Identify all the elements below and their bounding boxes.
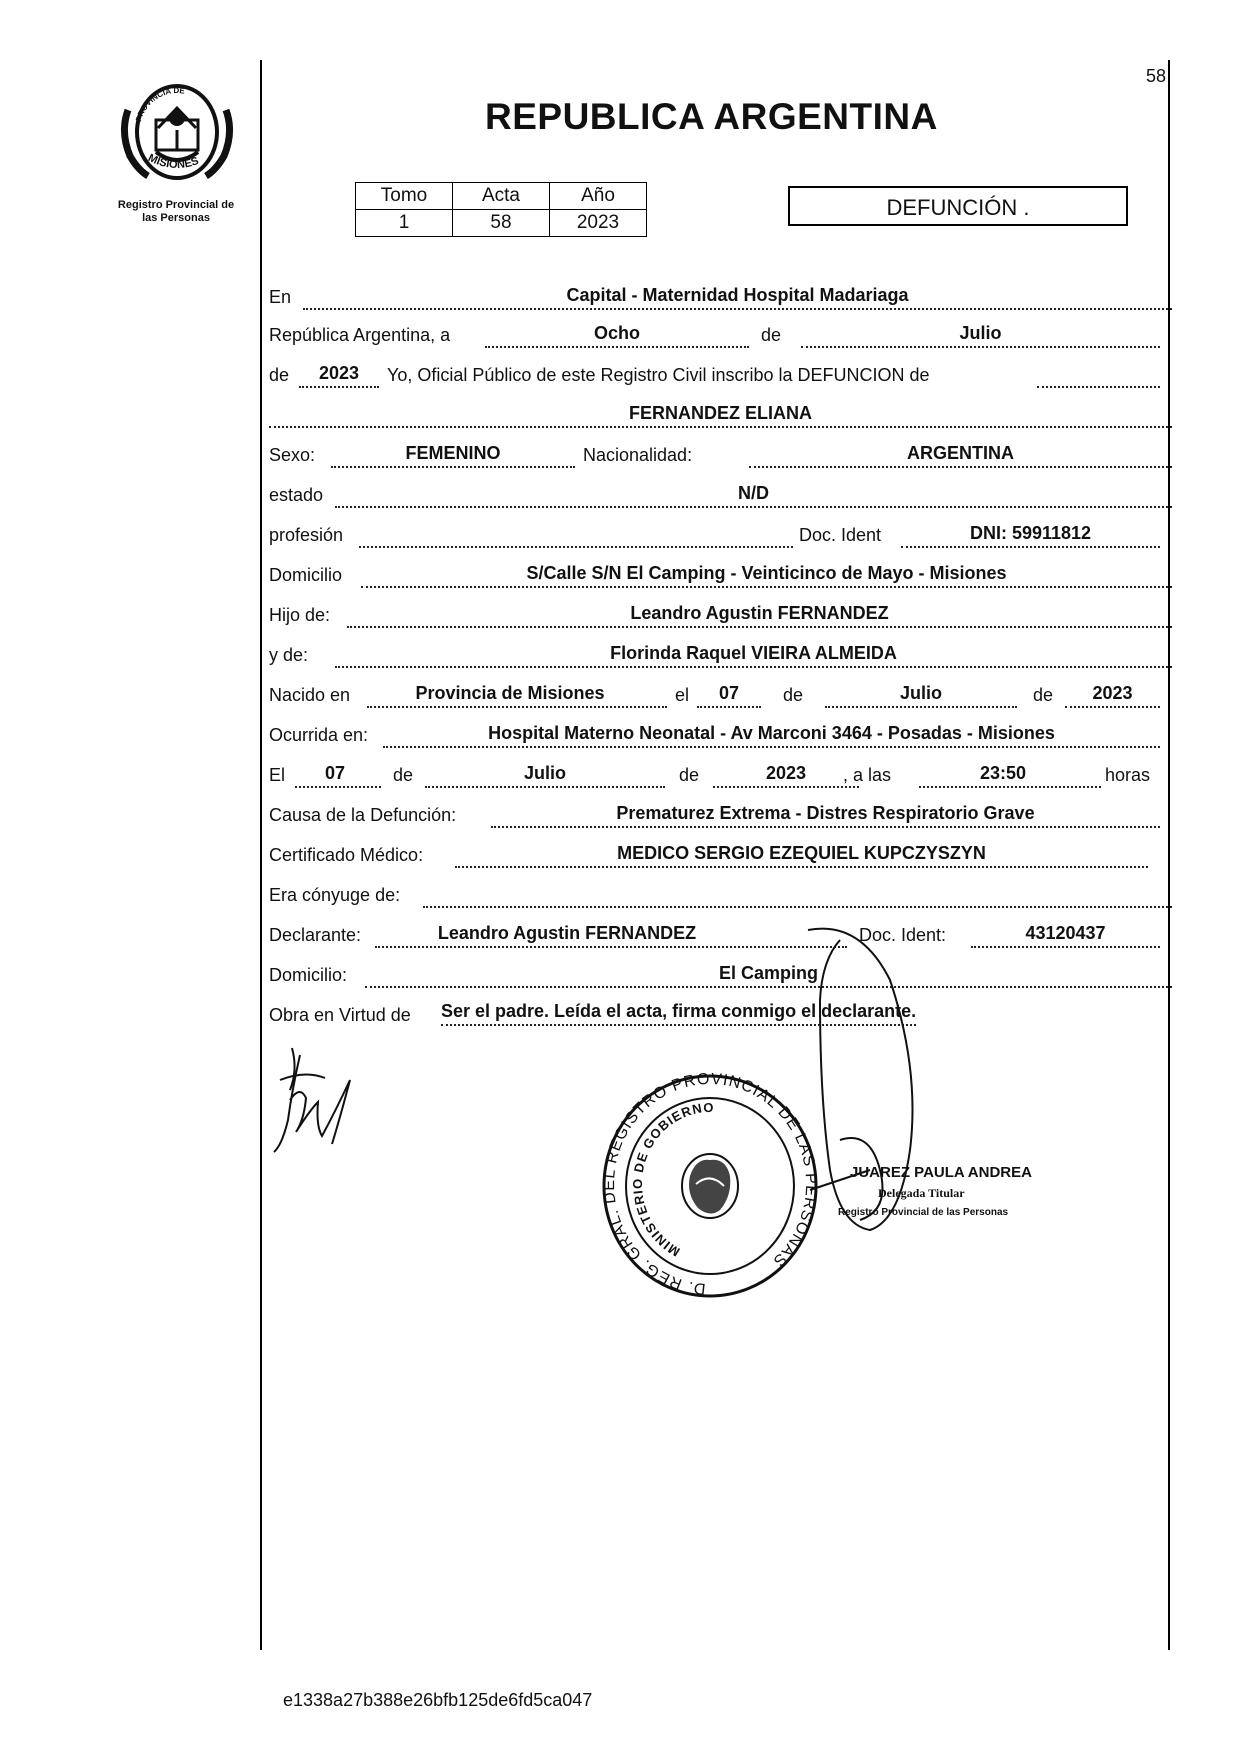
de-label: de	[761, 325, 782, 345]
declarant-signature	[270, 1040, 380, 1160]
profesion-label: profesión	[269, 525, 344, 545]
tomo-value: 1	[356, 210, 453, 237]
row-deceased-name	[269, 394, 1172, 430]
ocurrida-label: Ocurrida en:	[269, 725, 369, 745]
dotted-line	[971, 946, 1160, 948]
issuing-org	[96, 199, 256, 225]
doc-value: DNI: 59911812	[969, 523, 1092, 543]
sexo-value: FEMENINO	[405, 443, 501, 463]
birth-de-1: de	[783, 685, 804, 705]
dotted-line	[1065, 706, 1160, 708]
dotted-line	[901, 546, 1160, 548]
year-value: 2023	[318, 363, 360, 383]
birth-day: 07	[718, 683, 740, 703]
left-margin-line	[260, 60, 262, 1650]
row-sexo	[269, 434, 1172, 470]
year-prefix: de	[269, 365, 290, 385]
deceased-name: FERNANDEZ ELIANA	[629, 403, 812, 423]
dotted-line	[455, 866, 1148, 868]
declarante-label: Declarante:	[269, 925, 362, 945]
birth-de-2: de	[1033, 685, 1054, 705]
death-de-2: de	[679, 765, 700, 785]
row-obra	[269, 994, 1172, 1030]
dotted-line	[269, 426, 1172, 428]
dotted-line	[383, 746, 1160, 748]
doc-label: Doc. Ident	[799, 525, 882, 545]
domicilio-label: Domicilio	[269, 565, 343, 585]
sexo-label: Sexo:	[269, 445, 316, 465]
tomo-header: Tomo	[356, 183, 453, 210]
official-seal	[598, 1072, 822, 1302]
page-number: 58	[1146, 66, 1167, 86]
death-el-label: El	[269, 765, 286, 785]
logo-bottom-text: MISIONES	[146, 151, 201, 172]
domicilio2-label: Domicilio:	[269, 965, 348, 985]
alas-label: , a las	[843, 765, 892, 785]
dotted-line	[347, 626, 1172, 628]
dotted-line	[1037, 386, 1160, 388]
document-hash: e1338a27b388e26bfb125de6fd5ca047	[283, 1690, 593, 1710]
anio-header: Año	[550, 183, 647, 210]
domicilio-value: S/Calle S/N El Camping - Veinticinco de Mayo - Misiones	[526, 563, 1007, 583]
certificado-value: MEDICO SERGIO EZEQUIEL KUPCZYSZYN	[617, 843, 986, 863]
declarante-doc-value: 43120437	[1025, 923, 1106, 943]
estado-label: estado	[269, 485, 324, 505]
en-value: Capital - Maternidad Hospital Madariaga	[566, 285, 909, 305]
signatory-role: Delegada Titular	[878, 1186, 965, 1200]
dotted-line	[365, 986, 1172, 988]
hijo-label: Hijo de:	[269, 605, 331, 625]
yde-label: y de:	[269, 645, 309, 665]
signatory-name: JUAREZ PAULA ANDREA	[850, 1164, 1032, 1181]
org-line-2: las Personas	[142, 212, 210, 224]
el-label: el	[675, 685, 690, 705]
day-value: Ocho	[593, 323, 640, 343]
province-logo	[118, 70, 236, 190]
birth-month: Julio	[899, 683, 942, 703]
nacido-value: Provincia de Misiones	[415, 683, 605, 703]
birth-year: 2023	[1092, 683, 1133, 703]
dotted-line	[375, 946, 847, 948]
dotted-line	[361, 586, 1172, 588]
act-type-box: DEFUNCIÓN .	[788, 186, 1128, 226]
dotted-line	[749, 466, 1172, 468]
dotted-line	[919, 786, 1101, 788]
row-yde	[269, 634, 1172, 670]
dotted-line	[331, 466, 575, 468]
record-table	[355, 182, 647, 237]
estado-value: N/D	[738, 483, 769, 503]
row-profesion	[269, 514, 1172, 550]
row-republica	[269, 314, 1172, 350]
row-en	[269, 276, 1172, 312]
hijo-value: Leandro Agustin FERNANDEZ	[630, 603, 889, 623]
ocurrida-value: Hospital Materno Neonatal - Av Marconi 3464 - Posadas - Misiones	[488, 723, 1055, 743]
death-day: 07	[324, 763, 346, 783]
row-conyuge	[269, 874, 1172, 910]
horas-label: horas	[1105, 765, 1151, 785]
row-domicilio	[269, 554, 1172, 590]
dotted-line	[713, 786, 859, 788]
dotted-line	[303, 308, 1172, 310]
dotted-line	[825, 706, 1017, 708]
signatory-office: Registro Provincial de las Personas	[838, 1207, 1009, 1218]
dotted-line	[367, 706, 667, 708]
dotted-line	[423, 906, 1172, 908]
yde-value: Florinda Raquel VIEIRA ALMEIDA	[610, 643, 897, 663]
dotted-line	[299, 386, 379, 388]
record-table-value-row	[356, 210, 647, 237]
nacionalidad-label: Nacionalidad:	[583, 445, 693, 465]
republica-label: República Argentina, a	[269, 325, 451, 345]
org-line-1: Registro Provincial de	[117, 199, 235, 211]
document-title: REPUBLICA ARGENTINA	[485, 96, 938, 137]
en-label: En	[269, 287, 292, 307]
row-nacido	[269, 674, 1172, 710]
official-signature	[800, 920, 960, 1290]
inscribo-text: Yo, Oficial Público de este Registro Civil inscribo la DEFUNCION de	[387, 365, 930, 385]
dotted-line	[491, 826, 1160, 828]
certificado-label: Certificado Médico:	[269, 845, 424, 865]
acta-header: Acta	[453, 183, 550, 210]
row-hijo	[269, 594, 1172, 630]
conyuge-label: Era cónyuge de:	[269, 885, 401, 905]
dotted-line	[485, 346, 749, 348]
seal-inner-text: MINISTERIO DE GOBIERNO	[630, 1099, 715, 1260]
obra-value: Ser el padre. Leída el acta, firma conmigo el declarante.	[441, 1001, 916, 1026]
death-year: 2023	[765, 763, 807, 783]
row-certificado	[269, 834, 1172, 870]
obra-label: Obra en Virtud de	[269, 1005, 411, 1025]
dotted-line	[697, 706, 761, 708]
month-value: Julio	[959, 323, 1002, 343]
logo-top-text: PROVINCIA DE	[134, 85, 186, 123]
dotted-line	[801, 346, 1160, 348]
causa-label: Causa de la Defunción:	[269, 805, 457, 825]
nacido-label: Nacido en	[269, 685, 351, 705]
dotted-line	[359, 546, 793, 548]
death-month: Julio	[523, 763, 566, 783]
row-domicilio-declarante	[269, 954, 1172, 990]
death-time: 23:50	[979, 763, 1027, 783]
dotted-line	[425, 786, 665, 788]
acta-value: 58	[453, 210, 550, 237]
dotted-line	[335, 506, 1172, 508]
row-inscribo	[269, 354, 1172, 390]
record-table-header-row	[356, 183, 647, 210]
row-causa	[269, 794, 1172, 830]
causa-value: Prematurez Extrema - Distres Respiratorio Grave	[616, 803, 1035, 823]
seal-outer-text: D. REG. GRAL. DEL REGISTRO PROVINCIAL DE LAS PERSONAS	[601, 1072, 820, 1298]
row-estado	[269, 474, 1172, 510]
dotted-line	[295, 786, 381, 788]
anio-value: 2023	[550, 210, 647, 237]
death-de-1: de	[393, 765, 414, 785]
nacionalidad-value: ARGENTINA	[907, 443, 1014, 463]
row-ocurrida	[269, 714, 1172, 750]
row-death-date	[269, 754, 1172, 790]
declarante-value: Leandro Agustin FERNANDEZ	[437, 923, 697, 943]
dotted-line	[335, 666, 1172, 668]
domicilio2-value: El Camping	[718, 963, 818, 983]
declarante-doc-label: Doc. Ident:	[859, 925, 947, 945]
row-declarante	[269, 914, 1172, 950]
